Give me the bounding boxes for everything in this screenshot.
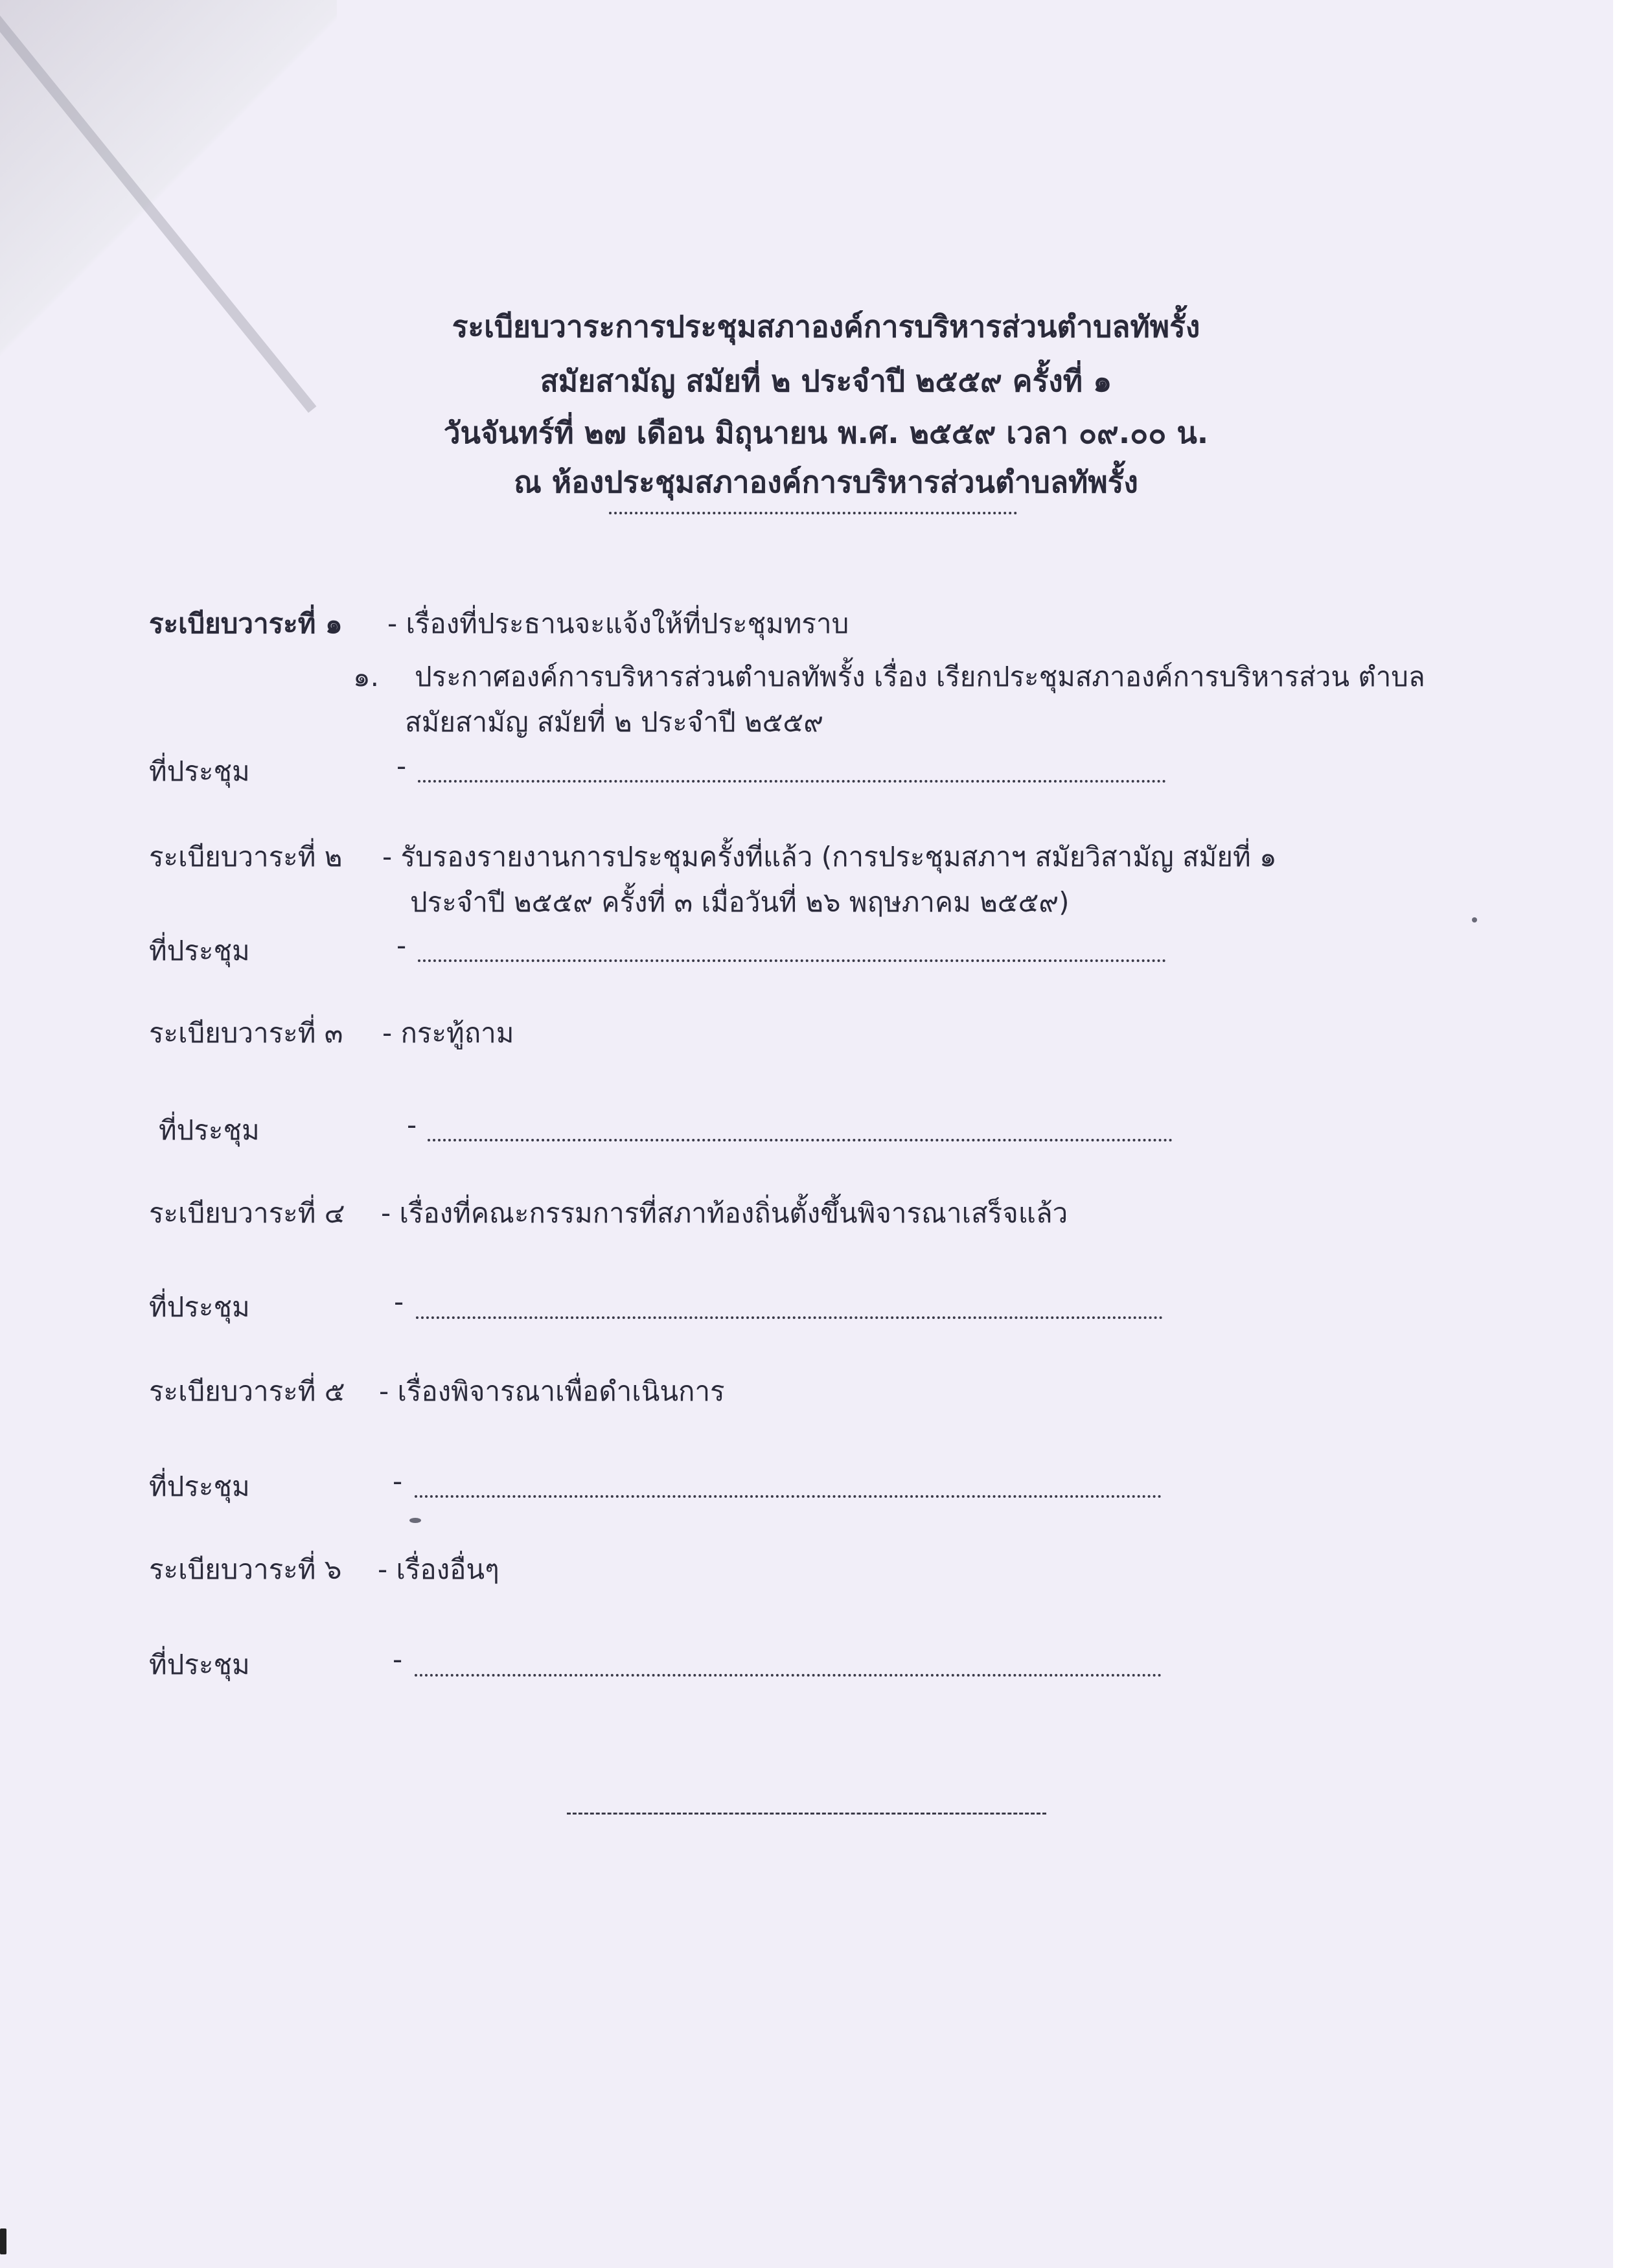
agenda-5-label: ระเบียบวาระที่ ๕ <box>149 1375 345 1407</box>
agenda-1-label: ระเบียบวาระที่ ๑ <box>149 608 343 639</box>
agenda-6-resolution-line <box>415 1674 1162 1677</box>
agenda-3-label: ระเบียบวาระที่ ๓ <box>149 1017 343 1049</box>
agenda-2-resolution-line <box>418 959 1166 962</box>
end-divider <box>567 1813 1046 1815</box>
agenda-5-topic: - เรื่องพิจารณาเพื่อดำเนินการ <box>379 1375 725 1407</box>
title-line-2: สมัยสามัญ สมัยที่ ๒ ประจำปี ๒๕๕๙ ครั้งที่ ๑ <box>540 363 1112 398</box>
agenda-2-meeting-dash: - <box>396 930 407 961</box>
agenda-4-meeting-label: ที่ประชุม <box>149 1291 250 1323</box>
agenda-3-topic: - กระทู้ถาม <box>382 1017 514 1049</box>
agenda-1-sub-line-1: ประกาศองค์การบริหารส่วนตำบลทัพรั้ง เรื่อง เรียกประชุมสภาองค์การบริหารส่วน ตำบล <box>415 661 1425 693</box>
agenda-4-label: ระเบียบวาระที่ ๔ <box>149 1197 345 1229</box>
agenda-5-meeting-label: ที่ประชุม <box>149 1471 250 1502</box>
agenda-1-sub-line-2: สมัยสามัญ สมัยที่ ๒ ประจำปี ๒๕๕๙ <box>405 706 823 738</box>
agenda-1-meeting-dash: - <box>396 750 407 782</box>
agenda-2-label: ระเบียบวาระที่ ๒ <box>149 841 343 873</box>
agenda-2-topic-line-2: ประจำปี ๒๕๕๙ ครั้งที่ ๓ เมื่อวันที่ ๒๖ พฤษภาคม ๒๕๕๙) <box>410 886 1070 918</box>
agenda-3-resolution-line <box>428 1139 1173 1141</box>
agenda-2-meeting-label: ที่ประชุม <box>149 935 250 967</box>
agenda-4-meeting-dash: - <box>394 1286 404 1318</box>
agenda-2-topic: - รับรองรายงานการประชุมครั้งที่แล้ว (การประชุมสภาฯ สมัยวิสามัญ สมัยที่ ๑ <box>382 841 1277 873</box>
agenda-5-meeting-dash: - <box>393 1465 403 1497</box>
agenda-6-label: ระเบียบวาระที่ ๖ <box>149 1553 342 1585</box>
title-divider <box>609 512 1017 514</box>
agenda-4-resolution-line <box>416 1316 1163 1319</box>
agenda-1-sub-number: ๑. <box>353 661 380 693</box>
agenda-1-meeting-label: ที่ประชุม <box>149 755 250 787</box>
agenda-4-topic: - เรื่องที่คณะกรรมการที่สภาท้องถิ่นตั้งขึ้นพิจารณาเสร็จแล้ว <box>381 1197 1068 1229</box>
agenda-6-meeting-dash: - <box>393 1644 403 1675</box>
agenda-5-resolution-line <box>415 1495 1162 1498</box>
scan-speck <box>1472 917 1477 922</box>
scan-mark <box>0 2228 6 2254</box>
agenda-6-topic: - เรื่องอื่นๆ <box>378 1553 499 1585</box>
title-line-1: ระเบียบวาระการประชุมสภาองค์การบริหารส่วนตำบลทัพรั้ง <box>452 309 1200 344</box>
agenda-1-topic: - เรื่องที่ประธานจะแจ้งให้ที่ประชุมทราบ <box>387 608 849 639</box>
agenda-3-meeting-dash: - <box>407 1109 417 1141</box>
agenda-6-meeting-label: ที่ประชุม <box>149 1649 250 1680</box>
agenda-3-meeting-label: ที่ประชุม <box>159 1114 260 1146</box>
agenda-1-resolution-line <box>418 780 1166 783</box>
title-line-4: ณ ห้องประชุมสภาองค์การบริหารส่วนตำบลทัพรั้ง <box>514 464 1138 499</box>
scan-speck <box>409 1518 421 1523</box>
title-line-3: วันจันทร์ที่ ๒๗ เดือน มิถุนายน พ.ศ. ๒๕๕๙ เวลา ๐๙.๐๐ น. <box>443 415 1209 450</box>
